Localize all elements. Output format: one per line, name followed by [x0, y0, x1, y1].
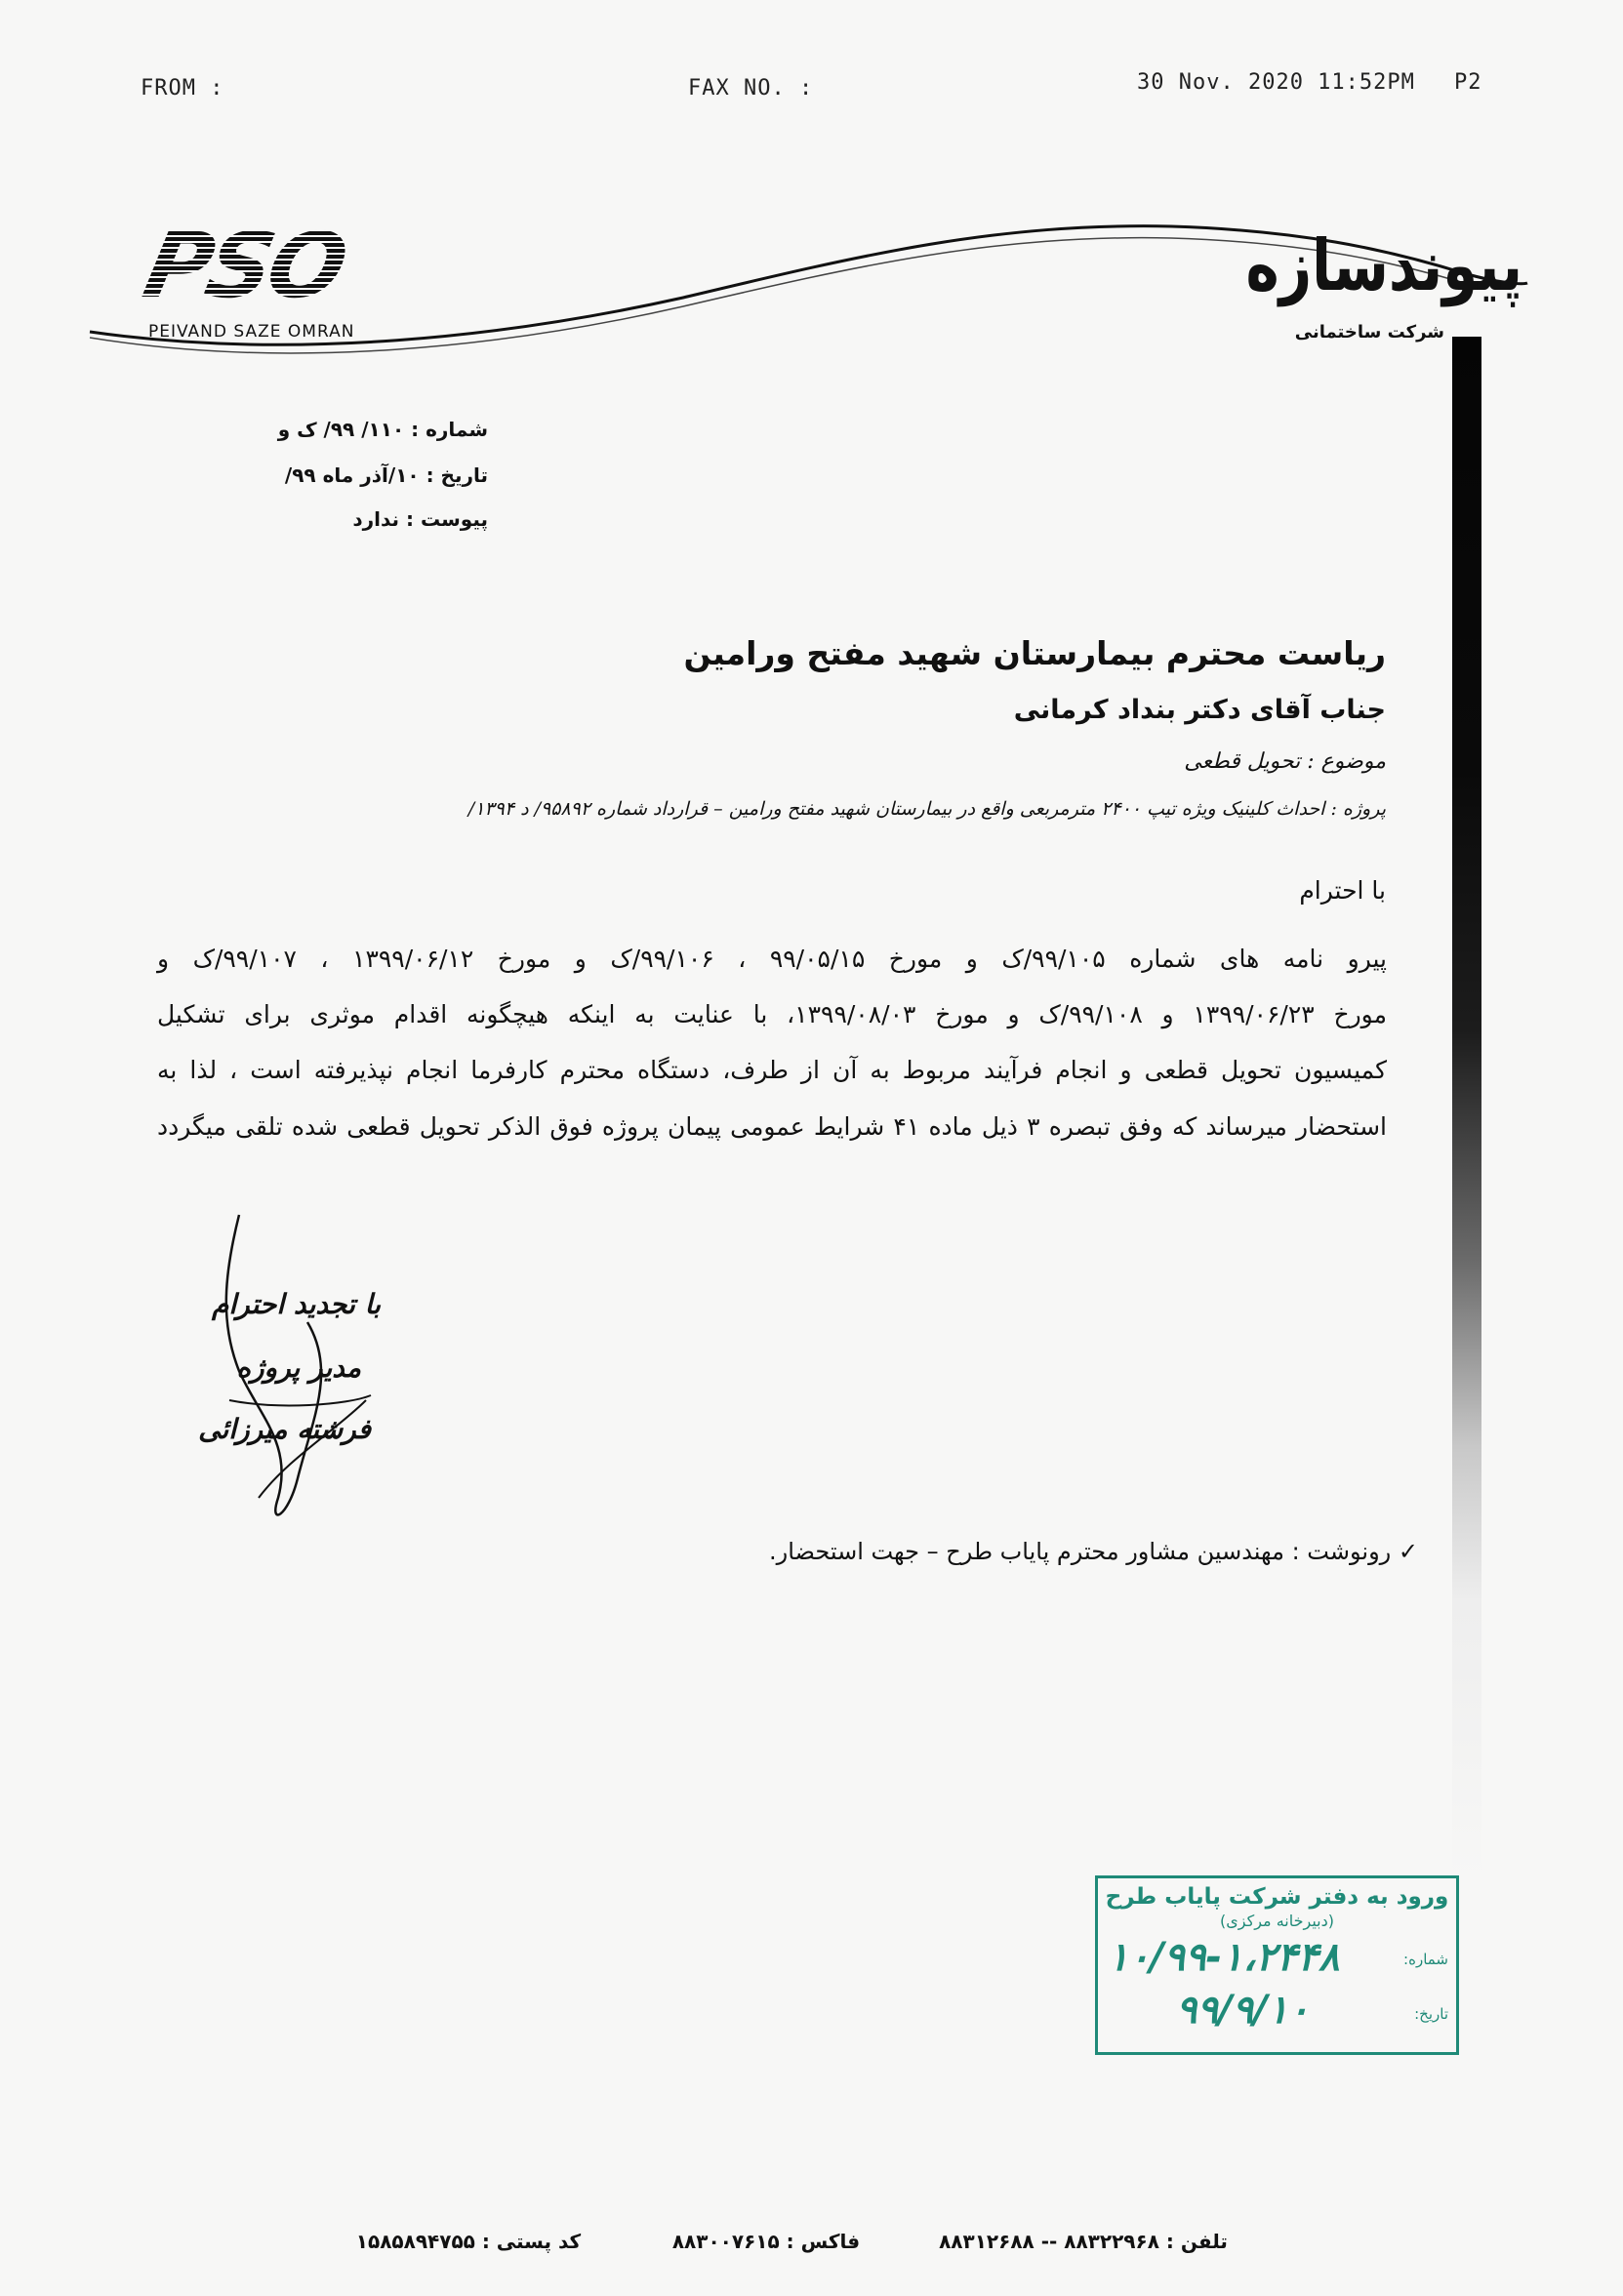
stamp-title: ورود به دفتر شرکت پایاب طرح	[1105, 1884, 1449, 1910]
salutation: با احترام	[1299, 876, 1386, 905]
letter-attachment: پیوست : ندارد	[352, 507, 488, 531]
stamp-date-label: تاریخ:	[1414, 2005, 1448, 2023]
cc-check-icon: ✓	[1398, 1538, 1418, 1565]
signature-name: فرشته میرزائی	[198, 1413, 371, 1445]
decorative-side-bar	[1452, 337, 1481, 1878]
logo-wordmark: PSO	[137, 220, 400, 313]
cc-line	[637, 1538, 1418, 1565]
body-line-2: مورخ ۱۳۹۹/۰۶/۲۳ و ۹۹/۱۰۸/ک و مورخ ۱۳۹۹/۰۸/۰۳، با عنایت به اینکه هیچگونه اقدام موثری برای تشکیل	[157, 1000, 1387, 1028]
project-line: پروژه : احداث کلینیک ویژه تیپ ۲۴۰۰ مترمربعی واقع در بیمارستان شهید مفتح ورامین – قرارداد شماره ۹۵۸۹۲/ د ۱۳۹۴/	[467, 798, 1386, 820]
company-logo	[135, 214, 390, 318]
recipient-name: جناب آقای دکتر بنداد کرمانی	[1013, 695, 1386, 725]
stamp-date-value: ۹۹/۹/۱۰	[1176, 1988, 1310, 2033]
stamp-number-label: شماره:	[1403, 1951, 1448, 1968]
fax-from-label: FROM :	[141, 76, 224, 101]
signature-closing: با تجدید احترام	[212, 1288, 381, 1320]
footer-postal-code: کد پستی : ۱۵۸۵۸۹۴۷۵۵	[355, 2230, 582, 2253]
receipt-stamp	[1095, 1875, 1459, 2055]
cc-text: رونوشت : مهندسین مشاور محترم پایاب طرح – جهت استحضار.	[769, 1538, 1392, 1565]
footer-fax: فاکس : ۸۸۳۰۰۷۶۱۵	[671, 2230, 861, 2253]
fax-page-number: P2	[1454, 70, 1482, 95]
company-subtitle-fa: شرکت ساختمانی	[1294, 322, 1444, 342]
stamp-number-value: ۱۰/۹۹-۱،۲۴۴۸	[1108, 1935, 1340, 1980]
fax-number-label: FAX NO. :	[688, 76, 814, 101]
letter-subject: موضوع : تحویل قطعی	[1184, 749, 1386, 774]
footer-phone: تلفن : ۸۸۳۲۲۹۶۸ -- ۸۸۳۱۲۶۸۸	[939, 2230, 1228, 2253]
stamp-subtitle: (دبیرخانه مرکزی)	[1220, 1912, 1334, 1930]
recipient-title: ریاست محترم بیمارستان شهید مفتح ورامین	[683, 634, 1386, 672]
signature-title: مدیر پروژه	[236, 1351, 361, 1384]
fax-datetime: 30 Nov. 2020 11:52PM	[1137, 70, 1415, 95]
letter-date: تاریخ : ۱۰/آذر ماه ۹۹/	[284, 463, 488, 487]
body-line-3: کمیسیون تحویل قطعی و انجام فرآیند مربوط به آن از طرف، دستگاه محترم کارفرما انجام نپذیرفته است ، لذا به	[157, 1056, 1387, 1084]
body-line-4: استحضار میرساند که وفق تبصره ۳ ذیل ماده ۴۱ شرایط عمومی پیمان پروژه فوق الذکر تحویل قطعی شده تلقی میگردد	[157, 1112, 1387, 1141]
logo-caption: PEIVAND SAZE OMRAN	[148, 322, 355, 342]
letter-number: شماره : ۱۱۰/ ۹۹/ ک و	[277, 418, 488, 441]
body-line-1: پیرو نامه های شماره ۹۹/۱۰۵/ک و مورخ ۹۹/۰۵/۱۵ ، ۹۹/۱۰۶/ک و مورخ ۱۳۹۹/۰۶/۱۲ ، ۹۹/۱۰۷/ک و	[157, 945, 1387, 973]
company-name-fa: پیوندسازه	[1245, 223, 1522, 307]
